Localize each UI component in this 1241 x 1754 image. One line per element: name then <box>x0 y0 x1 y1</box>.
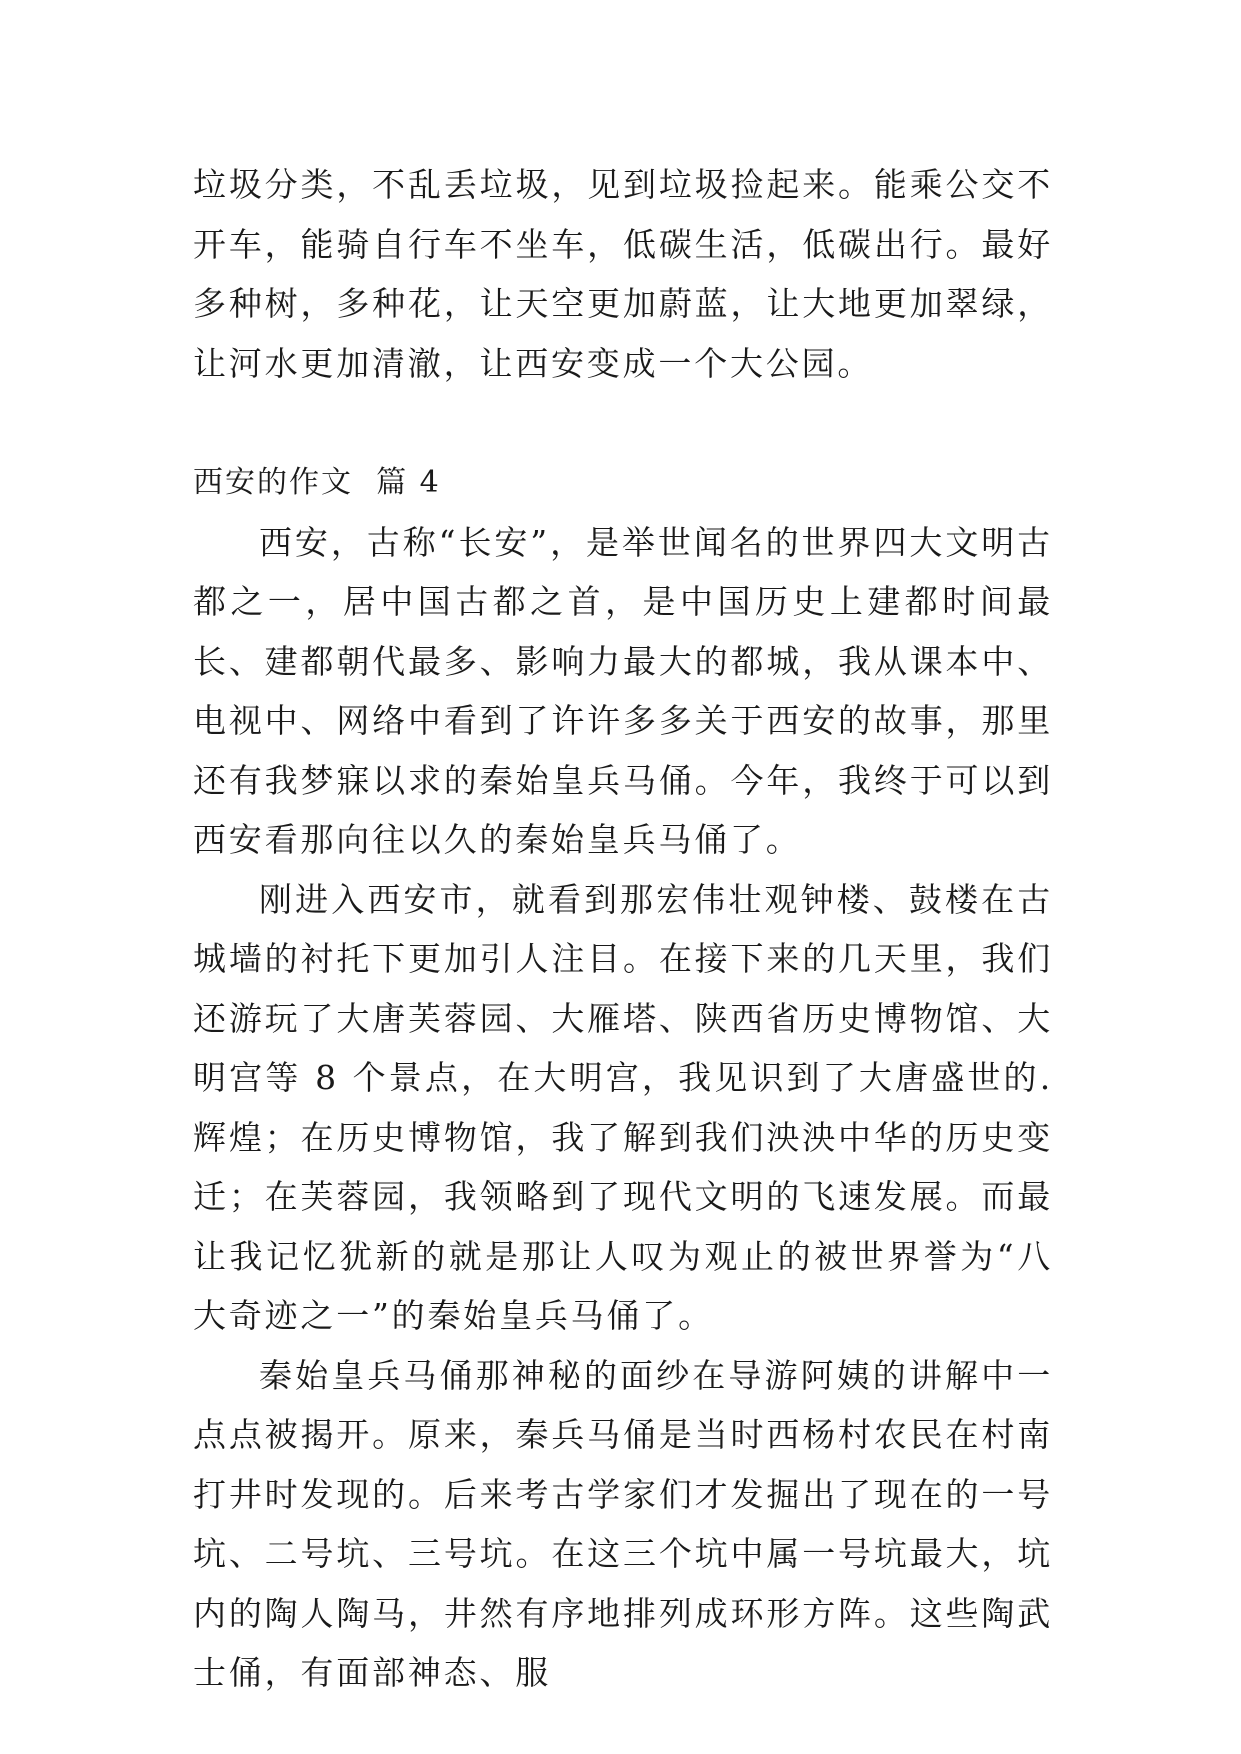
paragraph-3: 秦始皇兵马俑那神秘的面纱在导游阿姨的讲解中一点点被揭开。原来，秦兵马俑是当时西杨村农民在村南打井时发现的。后来考古学家们才发掘出了现在的一号坑、二号坑、三号坑。在这三个坑中属一号坑最大，坑内的陶人陶马，井然有序地排列成环形方阵。这些陶武士俑，有面部神态、服 <box>193 1355 1053 1692</box>
paragraph-1: 西安，古称“长安”，是举世闻名的世界四大文明古都之一，居中国古都之首，是中国历史上建都时间最长、建都朝代最多、影响力最大的都城，我从课本中、电视中、网络中看到了许许多多关于西安的故事，那里还有我梦寐以求的秦始皇兵马俑。今年，我终于可以到西安看那向往以久的秦始皇兵马俑了。 <box>193 522 1053 859</box>
paragraph-2: 刚进入西安市，就看到那宏伟壮观钟楼、鼓楼在古城墙的衬托下更加引人注目。在接下来的几天里，我们还游玩了大唐芙蓉园、大雁塔、陕西省历史博物馆、大明宫等 8 个景点，在大明宫，我见识到了大唐盛世的.辉煌；在历史博物馆，我了解到我们泱泱中华的历史变迁；在芙蓉园，我领略到了现代文明的飞速发展。而最让我记忆犹新的就是那让人叹为观止的被世界誉为“八大奇迹之一”的秦始皇兵马俑了。 <box>193 879 1053 1335</box>
section-spacer <box>193 393 1053 453</box>
document-page <box>193 155 1053 1703</box>
section-title: 西安的作文 篇 4 <box>193 465 441 500</box>
paragraph-continued: 垃圾分类，不乱丢垃圾，见到垃圾捡起来。能乘公交不开车，能骑自行车不坐车，低碳生活，低碳出行。最好多种树，多种花，让天空更加蔚蓝，让大地更加翠绿，让河水更加清澈，让西安变成一个大公园。 <box>193 165 1053 383</box>
